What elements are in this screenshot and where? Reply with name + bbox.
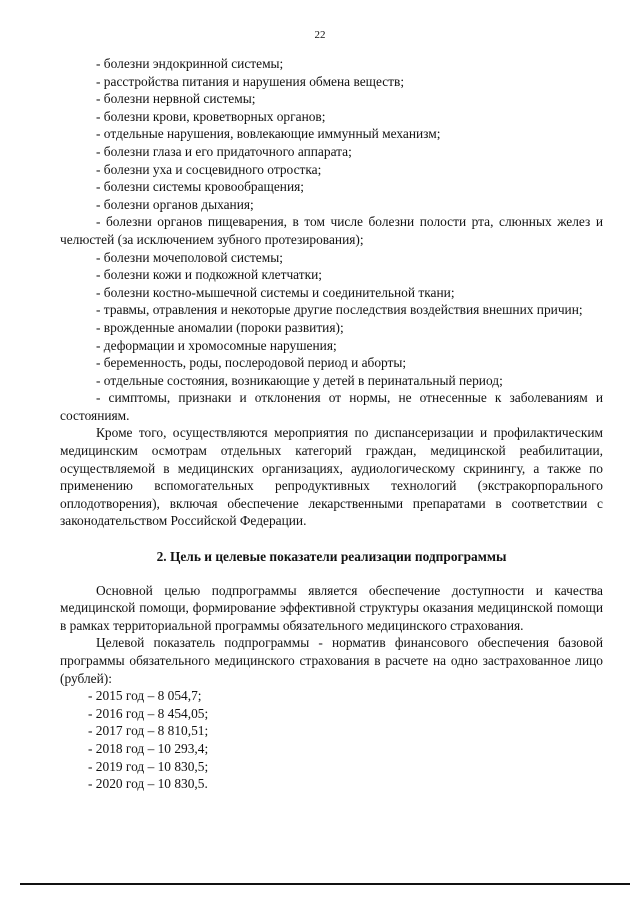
year-value-item: - 2019 год – 10 830,5; — [88, 758, 209, 774]
list-item: - расстройства питания и нарушения обмена веществ; — [96, 73, 405, 89]
list-item: - болезни нервной системы; — [96, 91, 256, 107]
list-item: - болезни костно-мышечной системы и соединительной ткани; — [96, 284, 455, 300]
year-values-list — [60, 687, 603, 793]
list-item: - отдельные состояния, возникающие у детей в перинатальный период; — [96, 372, 503, 388]
section-heading: 2. Цель и целевые показатели реализации подпрограммы — [156, 549, 507, 565]
paragraph-indicator: Целевой показатель подпрограммы - норматив финансового обеспечения базовой программы обязательного медицинского страхования в расчете на одно застрахованное лицо (рублей): — [60, 635, 603, 686]
document-body — [60, 55, 603, 793]
list-item: - отдельные нарушения, вовлекающие иммунный механизм; — [96, 126, 441, 142]
footer-divider — [20, 883, 630, 885]
list-item: - болезни системы кровообращения; — [96, 179, 304, 195]
page-number: 22 — [314, 29, 326, 41]
list-item: - болезни крови, кроветворных органов; — [96, 108, 326, 124]
list-item: - врожденные аномалии (пороки развития); — [96, 319, 344, 335]
list-item: - болезни эндокринной системы; — [96, 56, 284, 71]
paragraph-goal: Основной целью подпрограммы является обеспечение доступности и качества медицинской помощи, формирование эффективной структуры оказания медицинской помощи в рамках территориальной программы обязательного медицинского страхования. — [60, 582, 603, 633]
list-item: - болезни глаза и его придаточного аппарата; — [96, 143, 352, 159]
year-value-item: - 2016 год – 8 454,05; — [88, 705, 209, 721]
year-value-item: - 2020 год – 10 830,5. — [88, 776, 208, 792]
paragraph-besides: Кроме того, осуществляются мероприятия по диспансеризации и профилактическим медицинским осмотрам отдельных категорий граждан, медицинской реабилитации, осуществляемой в медицинских организациях, аудиологическому скринингу, а также по применению вспомогательных репродуктивных технологий (экстракорпорального оплодотворения), включая обеспечение лекарственными препаратами в соответствии с законодательством Российской Федерации. — [60, 425, 603, 529]
list-item: - травмы, отравления и некоторые другие последствия воздействия внешних причин; — [96, 302, 583, 318]
list-item: - болезни органов дыхания; — [96, 196, 254, 212]
year-value-item: - 2017 год – 8 810,51; — [88, 723, 209, 739]
list-item: - деформации и хромосомные нарушения; — [96, 337, 337, 353]
list-item: - симптомы, признаки и отклонения от нормы, не отнесенные к заболеваниям и состояниям. — [60, 390, 603, 423]
list-item: - беременность, роды, послеродовой период и аборты; — [96, 355, 407, 371]
year-value-item: - 2015 год – 8 054,7; — [88, 688, 202, 704]
list-item: - болезни уха и сосцевидного отростка; — [96, 161, 322, 177]
list-item: - болезни кожи и подкожной клетчатки; — [96, 267, 323, 283]
list-item: - болезни мочеполовой системы; — [96, 249, 283, 265]
list-item: - болезни органов пищеварения, в том числе болезни полости рта, слюнных желез и челюстей (за исключением зубного протезирования); — [60, 214, 603, 247]
year-value-item: - 2018 год – 10 293,4; — [88, 740, 209, 756]
